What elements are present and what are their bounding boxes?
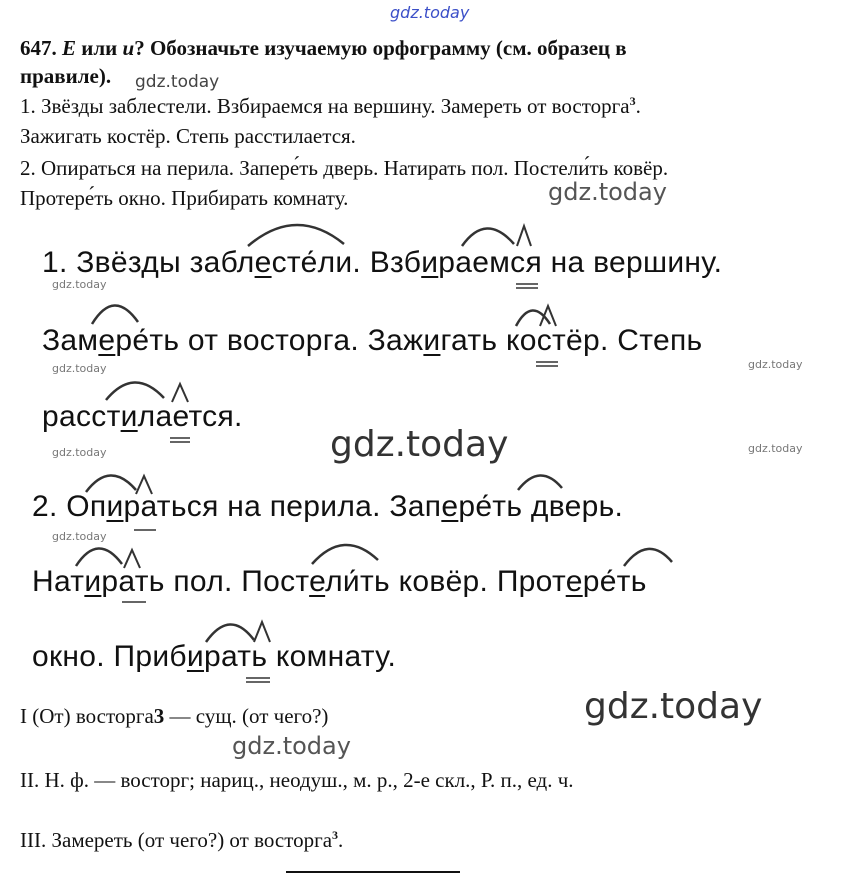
- row6-vowel: и: [186, 640, 204, 673]
- task-or: или: [81, 36, 118, 60]
- text-line-1-end: .: [635, 94, 641, 118]
- suffix-mark: [124, 550, 140, 568]
- watermark-s6: gdz.today: [52, 530, 107, 543]
- root-arc: [312, 545, 378, 564]
- task-letter-i: и: [122, 36, 135, 60]
- analysis-line-3: [20, 828, 343, 853]
- suffix-mark: [172, 384, 188, 402]
- row1-vowel: е: [254, 246, 272, 279]
- root-arc: [86, 475, 136, 492]
- text-line-1-body: 1. Звёзды заблестели. Взбираемся на вершину. Замереть от восторга: [20, 94, 630, 118]
- watermark-top: gdz.today: [390, 3, 470, 22]
- root-arc: [76, 548, 122, 566]
- root-arc: [206, 624, 254, 642]
- analysis-line-1: [20, 704, 328, 729]
- row1-vowel: и: [421, 246, 439, 279]
- row5-vowel: и: [84, 565, 102, 598]
- row1-part: 1. Звёзды забл: [42, 246, 255, 279]
- analysis-line-2: II. Н. ф. — восторг; нариц., неодуш., м. р., 2-е скл., Р. п., ед. ч.: [20, 768, 574, 792]
- row2-vowel: е: [98, 324, 116, 357]
- footnote-sup: 3: [629, 94, 636, 108]
- watermark-4: gdz.today: [584, 686, 763, 727]
- row5-vowel: е: [309, 565, 326, 598]
- underline-mark: [286, 871, 460, 873]
- analysis-l3-sup: 3: [332, 828, 339, 842]
- task-number: 647.: [20, 36, 57, 60]
- row3-vowel: и: [120, 400, 138, 433]
- task-instruction: ? Обозначьте изучаемую орфограмму (см. образец в: [134, 36, 627, 60]
- row5-part: рать пол. Пост: [101, 565, 310, 598]
- watermark-3: gdz.today: [330, 424, 509, 465]
- row4-part: ре́ть дверь.: [458, 490, 624, 523]
- watermark-s1: gdz.today: [52, 278, 107, 291]
- text-line-3: 2. Опираться на перила. Запере́ть дверь. Натирать пол. Постели́ть ковёр.: [20, 156, 669, 180]
- suffix-mark: [136, 476, 152, 494]
- analysis-l3-end: .: [338, 828, 344, 852]
- row3-part: расст: [42, 400, 121, 433]
- watermark-s5: gdz.today: [748, 442, 803, 455]
- text-line-4: Протере́ть окно. Прибирать комнату.: [20, 186, 349, 210]
- root-arc: [518, 475, 562, 490]
- root-arc: [248, 225, 344, 246]
- analysis-l1-pre: I (От) восторга: [20, 704, 154, 728]
- row5-part: Нат: [32, 565, 85, 598]
- analysis-l3-body: III. Замереть (от чего?) от восторга: [20, 828, 333, 852]
- analysis-l1-post: — сущ. (от чего?): [164, 704, 329, 728]
- row1-part: сте́ли. Взб: [271, 246, 422, 279]
- row5-part: ре́ть: [582, 565, 647, 598]
- row6-part: окно. Приб: [32, 640, 187, 673]
- row4-part: раться на перила. Зап: [123, 490, 442, 523]
- row1-part: раемся на вершину.: [438, 246, 723, 279]
- row2-part: гать костёр. Степь: [440, 324, 703, 357]
- task-letter-e: Е: [62, 36, 77, 60]
- root-arc: [106, 382, 164, 400]
- row2-part: ре́ть от восторга. Заж: [115, 324, 424, 357]
- row4-vowel: и: [106, 490, 124, 523]
- root-arc: [92, 305, 138, 324]
- root-arc: [462, 228, 514, 246]
- watermark-5: gdz.today: [232, 732, 351, 760]
- row4-vowel: е: [441, 490, 459, 523]
- row2-vowel: и: [423, 324, 441, 357]
- row3-part: лается.: [137, 400, 243, 433]
- root-arc: [624, 549, 672, 566]
- watermark-s2: gdz.today: [52, 362, 107, 375]
- suffix-mark: [254, 622, 270, 642]
- row4-part: 2. Оп: [32, 490, 107, 523]
- analysis-l1-num: 3: [153, 704, 165, 728]
- row5-part: ли́ть ковёр. Прот: [325, 565, 566, 598]
- watermark-s3: gdz.today: [748, 358, 803, 371]
- watermark-1: gdz.today: [135, 72, 220, 92]
- row6-part: рать комнату.: [203, 640, 397, 673]
- row2-part: Зам: [42, 324, 99, 357]
- watermark-s4: gdz.today: [52, 446, 107, 459]
- row5-vowel: е: [565, 565, 583, 598]
- suffix-mark: [517, 226, 531, 246]
- task-header-line2: правиле).: [20, 64, 112, 88]
- text-line-2: Зажигать костёр. Степь расстилается.: [20, 124, 356, 148]
- watermark-2: gdz.today: [548, 178, 667, 206]
